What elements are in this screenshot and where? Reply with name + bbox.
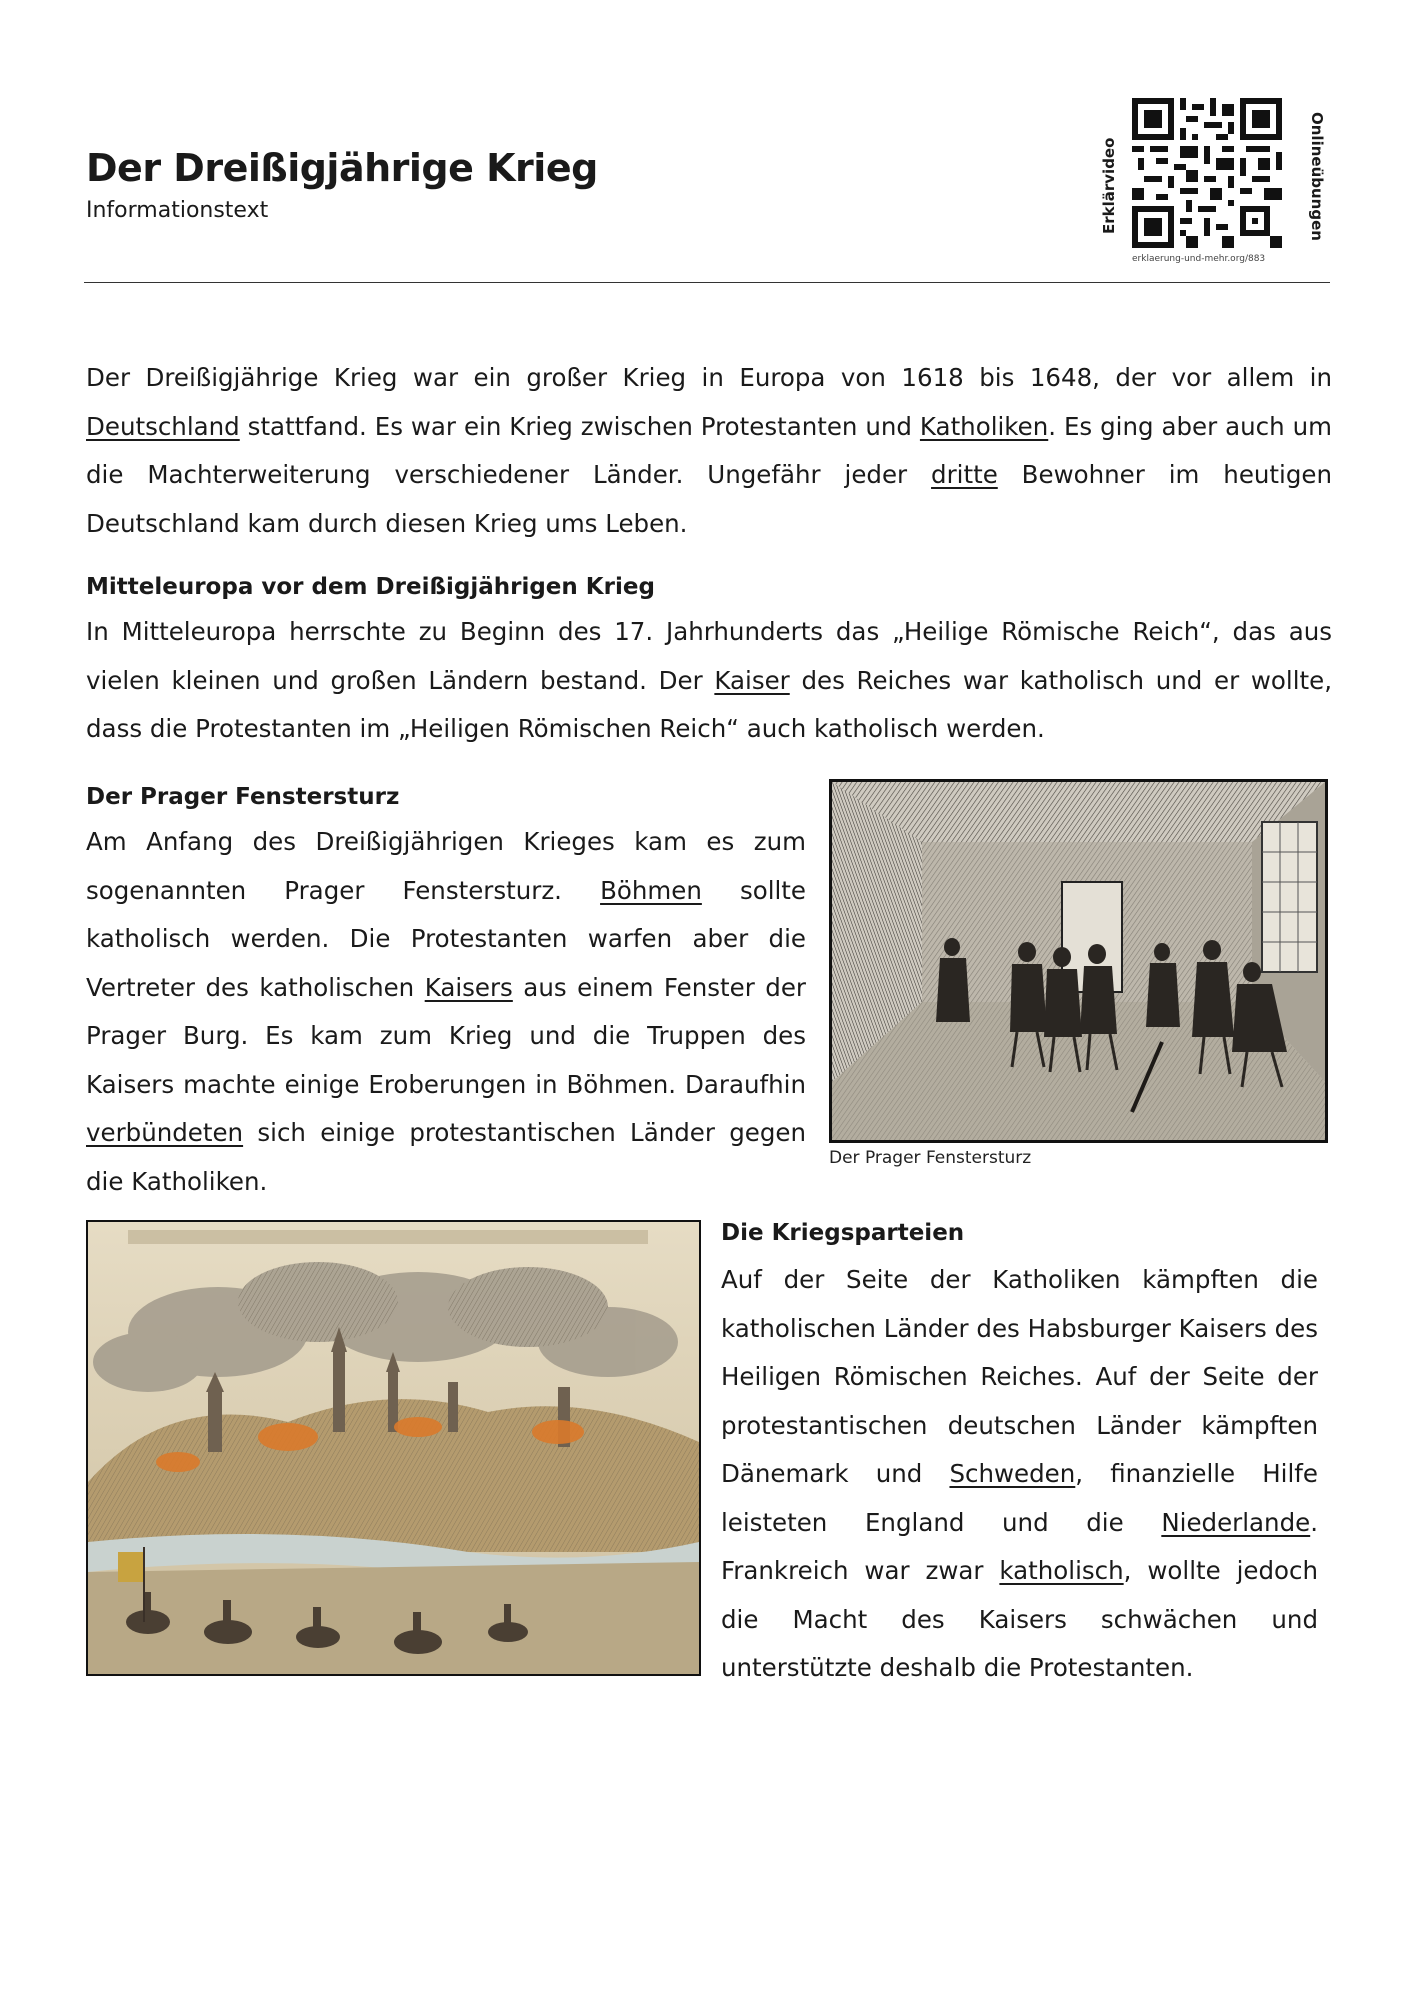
engraving-city-siege [88,1222,699,1674]
paragraph-mitteleuropa: In Mitteleuropa herrschte zu Beginn des 17. Jahrhunderts das „Heilige Römische Reich“, das aus vielen kleinen und großen Ländern bestand. Der Kaiser des Reiches war katholisch und er wollte, dass die Protestanten im „Heiligen Römischen Reich“ auch katholisch werden. [86,617,1332,743]
illustration-burning-city [86,1220,701,1676]
heading-kriegsparteien: Die Kriegsparteien [721,1220,965,1246]
link-schweden[interactable]: Schweden [949,1459,1076,1488]
heading-prager-fenstersturz: Der Prager Fenstersturz [86,784,400,810]
paragraph-prager-fenstersturz: Am Anfang des Dreißigjährigen Krieges kam es zum sogenannten Prager Fenstersturz. Böhmen sollte katholisch werden. Die Protestanten warfen aber die Vertreter des katholischen Kaisers aus einem Fenster der Prager Burg. Es kam zum Krieg und die Truppen des Kaisers machte einige Eroberungen in Böhmen. Daraufhin verbündeten sich einige protestantischen Länder gegen die Katholiken. [86,827,806,1196]
illustration-prager-fenstersturz [829,779,1328,1143]
link-dritte[interactable]: dritte [931,460,998,489]
qr-url[interactable]: erklaerung-und-mehr.org/883 [1132,254,1266,264]
link-katholiken[interactable]: Katholiken [919,411,1049,441]
link-deutschland[interactable]: Deutschland [86,411,240,441]
link-kaiser[interactable]: Kaiser [714,665,790,695]
link-niederlande[interactable]: Niederlande [1161,1507,1311,1537]
intro-paragraph: Der Dreißigjährige Krieg war ein großer Krieg in Europa von 1618 bis 1648, der vor allem in Deutschland stattfand. Es war ein Krieg zwischen Protestanten und Katholiken. Es ging aber auch um die Machterweiterung verschiedener Länder. Ungefähr jeder dritte Bewohner im heutigen Deutschland kam durch diesen Krieg ums Leben. [86,363,1332,538]
qr-label-video: Erklärvideo [1100,137,1118,234]
link-boehmen[interactable]: Böhmen [600,875,702,905]
link-verbuendeten[interactable]: verbündeten [86,1118,244,1147]
qr-label-exercises: Onlineübungen [1308,112,1326,241]
heading-mitteleuropa: Mitteleuropa vor dem Dreißigjährigen Krieg [86,574,655,600]
page-title: Der Dreißigjährige Krieg [86,146,598,190]
qr-code-icon[interactable] [1132,98,1282,248]
link-kaisers[interactable]: Kaisers [424,972,513,1002]
page-subtitle: Informationstext [86,198,269,223]
engraving-room-scene [832,782,1325,1140]
header-divider [84,282,1330,283]
caption-prager-fenstersturz: Der Prager Fenstersturz [829,1148,1032,1168]
link-katholisch[interactable]: katholisch [999,1556,1124,1585]
paragraph-kriegsparteien: Auf der Seite der Katholiken kämpften die katholischen Länder des Habsburger Kaisers des Heiligen Römischen Reiches. Auf der Seite der protestantischen deutschen Länder kämpften Dänemark und Schweden, finanzielle Hilfe leisteten England und die Niederlande. Frankreich war zwar katholisch, wollte jedoch die Macht des Kaisers schwächen und unterstützte deshalb die Protestanten. [721,1265,1319,1682]
